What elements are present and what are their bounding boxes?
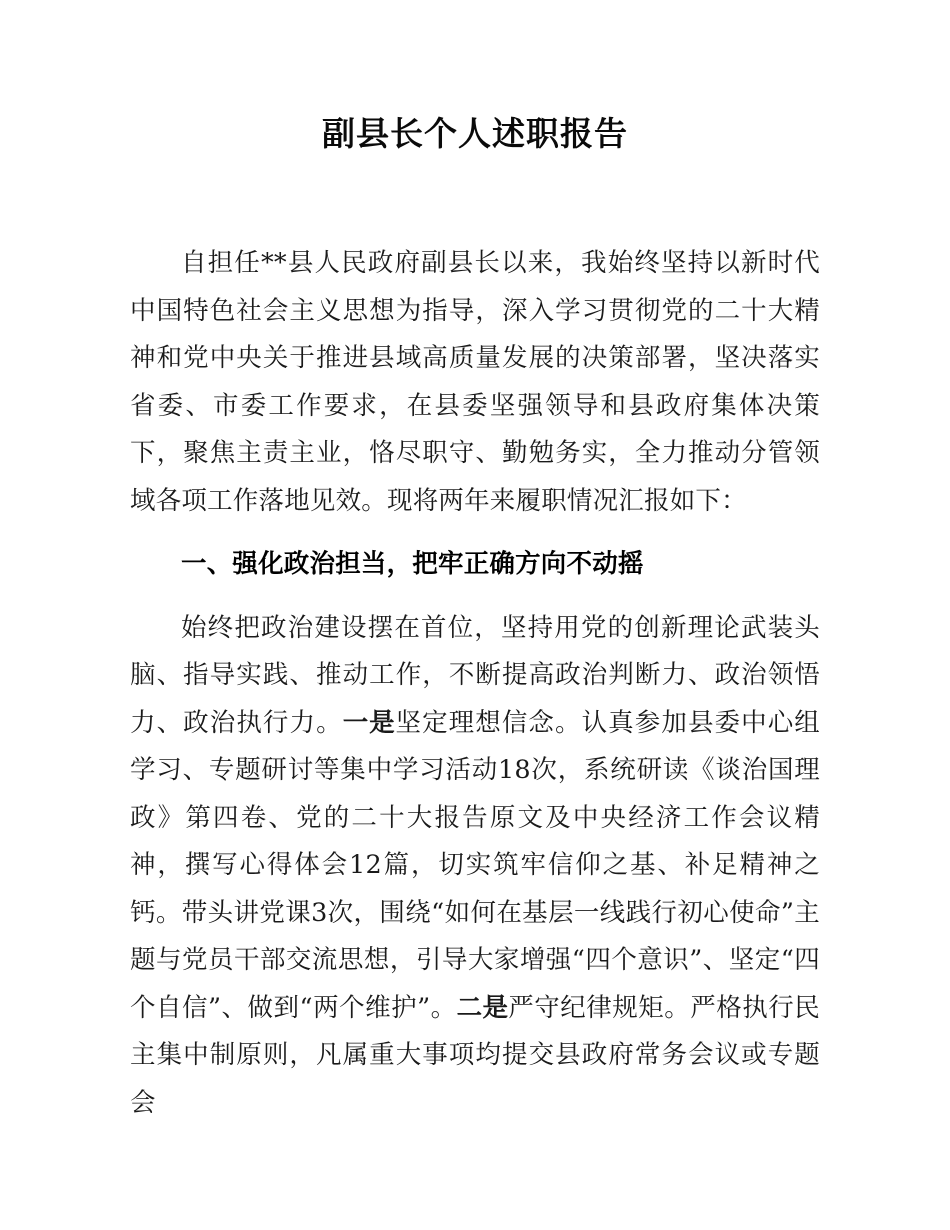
- inline-marker-two: 二是: [456, 992, 509, 1023]
- section-one-text-part-2: 坚定理想信念。认真参加县委中心组学习、专题研讨等集中学习活动18次，系统研读《谈治国理政》第四卷、党的二十大报告原文及中央经济工作会议精神，撰写心得体会12篇，切实筑牢信仰之基、补足精神之钙。带头讲党课3次，围绕“如何在基层一线践行初心使命”主题与党员干部交流思想，引导大家增强“四个意识”、坚定“四个自信”、做到“两个维护”。: [130, 707, 820, 1023]
- intro-paragraph: 自担任**县人民政府副县长以来，我始终坚持以新时代中国特色社会主义思想为指导，深入学习贯彻党的二十大精神和党中央关于推进县域高质量发展的决策部署，坚决落实省委、市委工作要求，在县委坚强领导和县政府集体决策下，聚焦主责主业，恪尽职守、勤勉务实，全力推动分管领域各项工作落地见效。现将两年来履职情况汇报如下：: [130, 248, 820, 516]
- section-one-paragraph: [130, 605, 820, 1128]
- section-one-text-part-3: 严守纪律规矩。严格执行民主集中制原则，凡属重大事项均提交县政府常务会议或专题会: [130, 992, 820, 1118]
- section-one-text-part-1: 始终把政治建设摆在首位，坚持用党的创新理论武装头脑、指导实践、推动工作，不断提高政治判断力、政治领悟力、政治执行力。: [130, 612, 820, 738]
- page-title: 副县长个人述职报告: [322, 114, 628, 153]
- document-body: [130, 0, 820, 1127]
- inline-marker-one: 一是: [342, 707, 396, 738]
- section-heading-one: 一、强化政治担当，把牢正确方向不动摇: [181, 549, 644, 579]
